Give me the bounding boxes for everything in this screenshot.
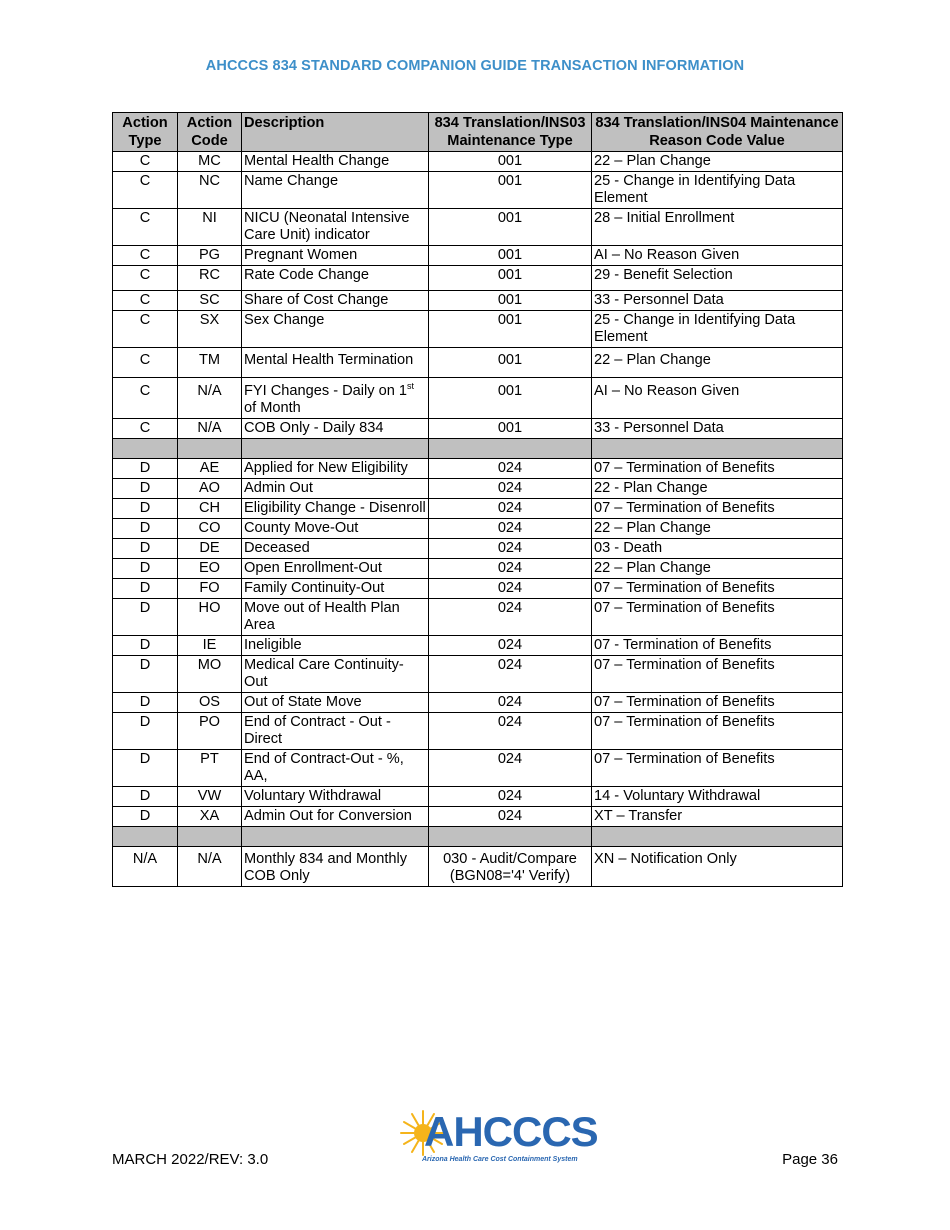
table-row xyxy=(113,656,843,693)
ins04-cell: 25 - Change in Identifying Data Element xyxy=(592,172,843,209)
action-type-cell: C xyxy=(113,291,178,311)
action-type-cell: D xyxy=(113,636,178,656)
ins04-cell: 22 – Plan Change xyxy=(592,559,843,579)
action-code-cell: MO xyxy=(178,656,242,693)
description-cell: Pregnant Women xyxy=(242,246,429,266)
ins04-cell: 33 - Personnel Data xyxy=(592,419,843,439)
ins03-cell: 001 xyxy=(429,246,592,266)
ins03-cell: 024 xyxy=(429,539,592,559)
ins04-cell: 14 - Voluntary Withdrawal xyxy=(592,787,843,807)
action-type-cell: C xyxy=(113,311,178,348)
description-cell: Open Enrollment-Out xyxy=(242,559,429,579)
ins04-cell: 25 - Change in Identifying Data Element xyxy=(592,311,843,348)
action-type-cell: D xyxy=(113,693,178,713)
header-description: Description xyxy=(242,113,429,152)
action-code-cell: VW xyxy=(178,787,242,807)
header-ins04: 834 Translation/INS04 Maintenance Reason Code Value xyxy=(592,113,843,152)
ins03-cell: 024 xyxy=(429,519,592,539)
ins04-cell: 07 – Termination of Benefits xyxy=(592,459,843,479)
description-cell: Deceased xyxy=(242,539,429,559)
ins03-cell: 001 xyxy=(429,152,592,172)
action-type-cell: C xyxy=(113,172,178,209)
description-cell: Mental Health Termination xyxy=(242,348,429,378)
action-code-cell: AE xyxy=(178,459,242,479)
logo-subtitle: Arizona Health Care Cost Containment System xyxy=(422,1156,578,1163)
action-type-cell: C xyxy=(113,246,178,266)
description-text: FYI Changes - Daily on 1 xyxy=(244,383,408,399)
ins03-cell: 024 xyxy=(429,750,592,787)
table-row xyxy=(113,152,843,172)
action-code-cell: SC xyxy=(178,291,242,311)
action-code-cell: AO xyxy=(178,479,242,499)
ins04-cell: 33 - Personnel Data xyxy=(592,291,843,311)
ins04-cell: 03 - Death xyxy=(592,539,843,559)
action-type-cell: D xyxy=(113,459,178,479)
ins03-cell: 001 xyxy=(429,266,592,291)
description-cell: Admin Out xyxy=(242,479,429,499)
action-code-cell: OS xyxy=(178,693,242,713)
description-cell: Ineligible xyxy=(242,636,429,656)
ins03-cell: 024 xyxy=(429,599,592,636)
action-code-cell: PT xyxy=(178,750,242,787)
description-cell: COB Only - Daily 834 xyxy=(242,419,429,439)
ahcccs-logo xyxy=(398,1106,598,1170)
action-type-cell: N/A xyxy=(113,847,178,887)
ins03-cell: 024 xyxy=(429,713,592,750)
ins04-cell: XT – Transfer xyxy=(592,807,843,827)
description-cell: Medical Care Continuity-Out xyxy=(242,656,429,693)
action-code-cell: DE xyxy=(178,539,242,559)
table-row xyxy=(113,459,843,479)
table-row xyxy=(113,246,843,266)
action-type-cell: D xyxy=(113,559,178,579)
ins04-cell: 22 - Plan Change xyxy=(592,479,843,499)
ins03-cell: 030 - Audit/Compare (BGN08='4' Verify) xyxy=(429,847,592,887)
revision-date: MARCH 2022/REV: 3.0 xyxy=(112,1151,269,1168)
table-header-row xyxy=(113,113,843,152)
ins03-cell: 001 xyxy=(429,311,592,348)
description-cell: Mental Health Change xyxy=(242,152,429,172)
ordinal-suffix: st xyxy=(407,381,415,392)
description-cell: Voluntary Withdrawal xyxy=(242,787,429,807)
ins03-cell: 001 xyxy=(429,172,592,209)
action-type-cell: C xyxy=(113,209,178,246)
description-cell: Family Continuity-Out xyxy=(242,579,429,599)
table-row xyxy=(113,579,843,599)
ins04-cell: 07 - Termination of Benefits xyxy=(592,636,843,656)
table-row xyxy=(113,348,843,378)
action-type-cell: C xyxy=(113,348,178,378)
page-title: AHCCCS 834 STANDARD COMPANION GUIDE TRANSACTION INFORMATION xyxy=(205,58,745,74)
description-cell: Eligibility Change - Disenroll xyxy=(242,499,429,519)
ins04-cell: 22 – Plan Change xyxy=(592,348,843,378)
action-code-cell: CO xyxy=(178,519,242,539)
ins04-cell: 07 – Termination of Benefits xyxy=(592,750,843,787)
ins03-cell: 024 xyxy=(429,499,592,519)
description-cell: Admin Out for Conversion xyxy=(242,807,429,827)
table-row xyxy=(113,172,843,209)
action-code-cell: NC xyxy=(178,172,242,209)
separator-row xyxy=(113,827,843,847)
maintenance-codes-table xyxy=(112,112,843,887)
ins03-cell: 001 xyxy=(429,419,592,439)
ins03-cell: 024 xyxy=(429,559,592,579)
ins03-cell: 024 xyxy=(429,459,592,479)
action-type-cell: D xyxy=(113,750,178,787)
action-code-cell: N/A xyxy=(178,419,242,439)
table-row xyxy=(113,519,843,539)
ins03-cell: 024 xyxy=(429,579,592,599)
action-code-cell: RC xyxy=(178,266,242,291)
description-cell: Monthly 834 and Monthly COB Only xyxy=(242,847,429,887)
action-type-cell: D xyxy=(113,807,178,827)
description-cell: Applied for New Eligibility xyxy=(242,459,429,479)
page-number: Page 36 xyxy=(782,1151,838,1168)
description-cell: Sex Change xyxy=(242,311,429,348)
table-row xyxy=(113,479,843,499)
action-code-cell: IE xyxy=(178,636,242,656)
action-code-cell: TM xyxy=(178,348,242,378)
action-type-cell: D xyxy=(113,656,178,693)
action-type-cell: C xyxy=(113,266,178,291)
table-row xyxy=(113,266,843,291)
table-row xyxy=(113,636,843,656)
description-cell: County Move-Out xyxy=(242,519,429,539)
action-type-cell: D xyxy=(113,479,178,499)
action-code-cell: N/A xyxy=(178,378,242,419)
ins04-cell: 07 – Termination of Benefits xyxy=(592,599,843,636)
action-type-cell: C xyxy=(113,152,178,172)
table-row xyxy=(113,807,843,827)
table-row xyxy=(113,713,843,750)
description-cell: Rate Code Change xyxy=(242,266,429,291)
action-type-cell: C xyxy=(113,419,178,439)
table-row xyxy=(113,559,843,579)
action-code-cell: HO xyxy=(178,599,242,636)
description-text-cont: of Month xyxy=(244,400,301,416)
ins03-cell: 024 xyxy=(429,479,592,499)
table-row xyxy=(113,209,843,246)
action-type-cell: D xyxy=(113,539,178,559)
ins03-cell: 024 xyxy=(429,636,592,656)
action-code-cell: PG xyxy=(178,246,242,266)
table-row xyxy=(113,378,843,419)
action-code-cell: XA xyxy=(178,807,242,827)
table-row xyxy=(113,847,843,887)
table-row xyxy=(113,693,843,713)
ins04-cell: 07 – Termination of Benefits xyxy=(592,693,843,713)
ins04-cell: 28 – Initial Enrollment xyxy=(592,209,843,246)
ins03-cell: 024 xyxy=(429,787,592,807)
ins03-cell: 001 xyxy=(429,209,592,246)
table-row xyxy=(113,311,843,348)
action-type-cell: D xyxy=(113,499,178,519)
ins03-cell: 001 xyxy=(429,291,592,311)
header-action-type: Action Type xyxy=(113,113,178,152)
ins03-cell: 001 xyxy=(429,348,592,378)
action-code-cell: N/A xyxy=(178,847,242,887)
ins04-cell: AI – No Reason Given xyxy=(592,378,843,419)
action-code-cell: NI xyxy=(178,209,242,246)
ins04-cell: 29 - Benefit Selection xyxy=(592,266,843,291)
action-type-cell: D xyxy=(113,579,178,599)
action-code-cell: CH xyxy=(178,499,242,519)
action-code-cell: FO xyxy=(178,579,242,599)
ins03-cell: 024 xyxy=(429,656,592,693)
ins03-cell: 024 xyxy=(429,693,592,713)
table-row xyxy=(113,291,843,311)
description-cell: Move out of Health Plan Area xyxy=(242,599,429,636)
header-action-code: Action Code xyxy=(178,113,242,152)
header-ins03: 834 Translation/INS03 Maintenance Type xyxy=(429,113,592,152)
ins04-cell: 22 – Plan Change xyxy=(592,152,843,172)
table-row xyxy=(113,599,843,636)
description-cell: End of Contract - Out - Direct xyxy=(242,713,429,750)
description-cell xyxy=(242,378,429,419)
ins04-cell: 07 – Termination of Benefits xyxy=(592,579,843,599)
action-code-cell: EO xyxy=(178,559,242,579)
action-type-cell: D xyxy=(113,599,178,636)
table-row xyxy=(113,787,843,807)
ins03-cell: 001 xyxy=(429,378,592,419)
ins04-cell: 07 – Termination of Benefits xyxy=(592,713,843,750)
ins04-cell: AI – No Reason Given xyxy=(592,246,843,266)
table-row xyxy=(113,750,843,787)
ins04-cell: XN – Notification Only xyxy=(592,847,843,887)
table-row xyxy=(113,539,843,559)
description-cell: Out of State Move xyxy=(242,693,429,713)
table-row xyxy=(113,499,843,519)
description-cell: NICU (Neonatal Intensive Care Unit) indicator xyxy=(242,209,429,246)
description-cell: Share of Cost Change xyxy=(242,291,429,311)
action-type-cell: C xyxy=(113,378,178,419)
ins04-cell: 07 – Termination of Benefits xyxy=(592,499,843,519)
description-cell: End of Contract-Out - %, AA, xyxy=(242,750,429,787)
separator-row xyxy=(113,439,843,459)
action-type-cell: D xyxy=(113,519,178,539)
action-code-cell: MC xyxy=(178,152,242,172)
action-code-cell: PO xyxy=(178,713,242,750)
description-cell: Name Change xyxy=(242,172,429,209)
action-type-cell: D xyxy=(113,713,178,750)
logo-wordmark: AHCCCS xyxy=(424,1108,598,1155)
ins04-cell: 22 – Plan Change xyxy=(592,519,843,539)
table-row xyxy=(113,419,843,439)
action-type-cell: D xyxy=(113,787,178,807)
ins04-cell: 07 – Termination of Benefits xyxy=(592,656,843,693)
ins03-cell: 024 xyxy=(429,807,592,827)
action-code-cell: SX xyxy=(178,311,242,348)
